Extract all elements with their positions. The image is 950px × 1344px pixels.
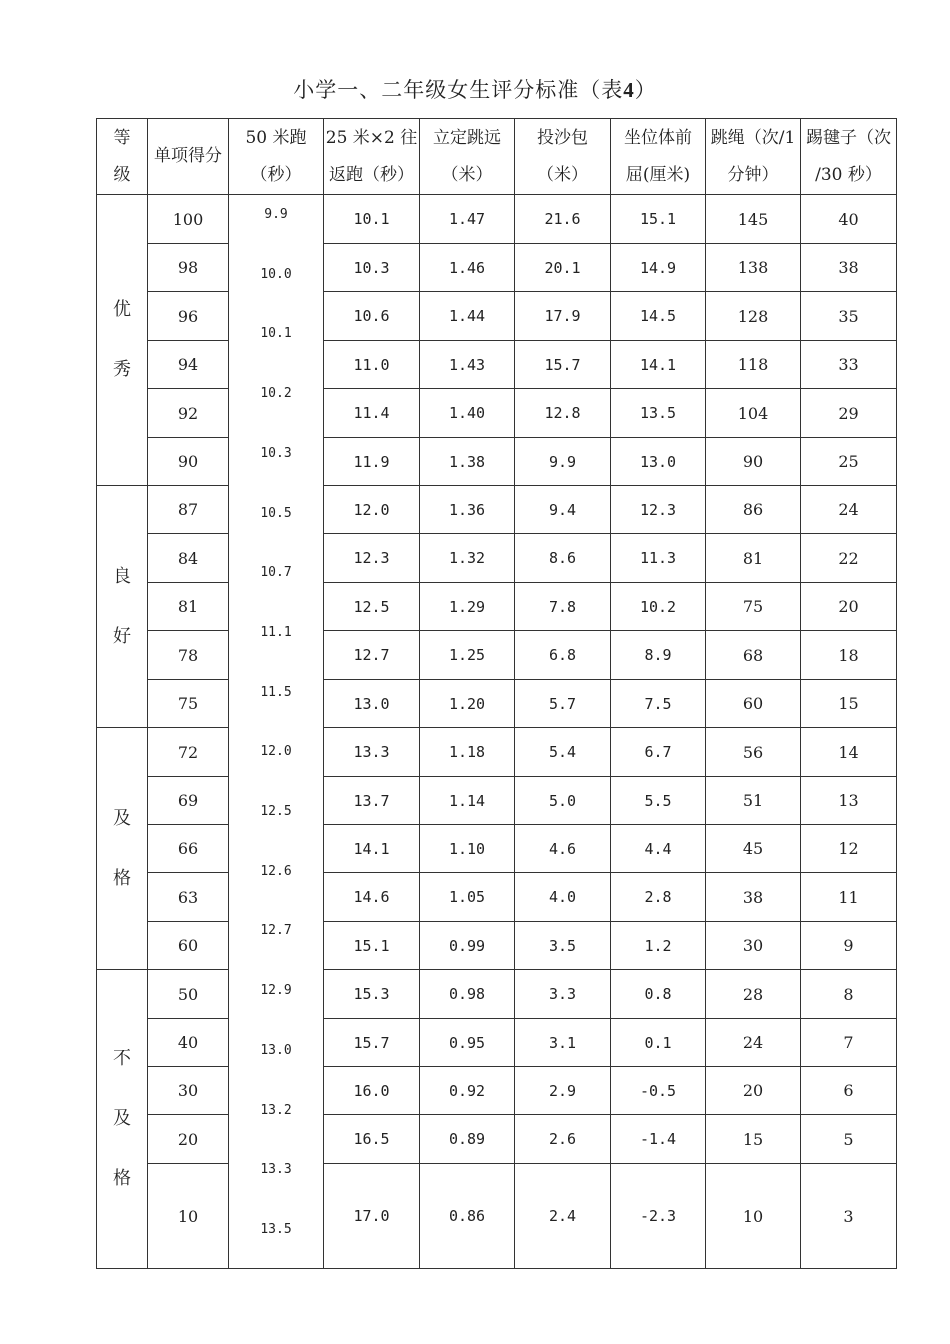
run50-value: 9.9 xyxy=(264,207,288,222)
value-cell: 1.14 xyxy=(420,777,515,825)
value-cell: 18 xyxy=(801,631,897,680)
run50-value: 10.1 xyxy=(260,326,292,342)
value-cell: 51 xyxy=(706,777,801,825)
value-cell: -1.4 xyxy=(611,1115,706,1164)
value-cell: 5.0 xyxy=(515,777,611,825)
value-cell: 8.9 xyxy=(611,631,706,680)
value-cell: 56 xyxy=(706,728,801,777)
run50-value: 13.3 xyxy=(260,1162,292,1178)
value-cell: 10.6 xyxy=(324,292,420,341)
run50-value: 12.5 xyxy=(260,804,292,819)
value-cell: 11.0 xyxy=(324,341,420,389)
value-cell: 15.1 xyxy=(611,195,706,244)
run50-column xyxy=(229,195,324,1269)
value-cell: 90 xyxy=(706,438,801,486)
score-cell: 90 xyxy=(148,438,229,486)
run50-value: 10.2 xyxy=(260,386,292,402)
value-cell: 1.10 xyxy=(420,825,515,873)
value-cell: 38 xyxy=(706,873,801,922)
value-cell: 40 xyxy=(801,195,897,244)
header-cell xyxy=(97,119,148,195)
value-cell: 24 xyxy=(801,486,897,534)
value-cell: 75 xyxy=(706,583,801,631)
score-cell: 40 xyxy=(148,1019,229,1067)
value-cell: 1.44 xyxy=(420,292,515,341)
value-cell: 9.9 xyxy=(515,438,611,486)
value-cell: 118 xyxy=(706,341,801,389)
run50-value: 10.0 xyxy=(260,266,292,282)
score-cell: 60 xyxy=(148,922,229,970)
header-label: 屈(厘米) xyxy=(625,164,691,185)
value-cell: 1.2 xyxy=(611,922,706,970)
value-cell: 4.6 xyxy=(515,825,611,873)
run50-value: 10.3 xyxy=(260,445,292,461)
value-cell: 1.40 xyxy=(420,389,515,438)
score-cell: 81 xyxy=(148,583,229,631)
header-label: （秒） xyxy=(250,164,302,185)
grade-label: 格 xyxy=(113,867,131,889)
score-cell: 78 xyxy=(148,631,229,680)
value-cell: 38 xyxy=(801,244,897,292)
header-label: /30 秒） xyxy=(815,164,882,185)
header-cell xyxy=(515,119,611,195)
value-cell: 6.7 xyxy=(611,728,706,777)
value-cell: 0.89 xyxy=(420,1115,515,1164)
value-cell: 5.5 xyxy=(611,777,706,825)
value-cell: 11.3 xyxy=(611,534,706,583)
score-cell: 87 xyxy=(148,486,229,534)
value-cell: 1.36 xyxy=(420,486,515,534)
value-cell: 14 xyxy=(801,728,897,777)
value-cell: 145 xyxy=(706,195,801,244)
header-label: 25 米×2 往 xyxy=(325,127,418,148)
grade-cell xyxy=(97,195,148,486)
value-cell: 20 xyxy=(706,1067,801,1115)
value-cell: 1.20 xyxy=(420,680,515,728)
value-cell: 1.18 xyxy=(420,728,515,777)
value-cell: 12.0 xyxy=(324,486,420,534)
value-cell: 13 xyxy=(801,777,897,825)
value-cell: 7 xyxy=(801,1019,897,1067)
value-cell: 7.8 xyxy=(515,583,611,631)
header-cell xyxy=(324,119,420,195)
value-cell: 60 xyxy=(706,680,801,728)
value-cell: 14.1 xyxy=(611,341,706,389)
score-cell: 100 xyxy=(148,195,229,244)
value-cell: 8.6 xyxy=(515,534,611,583)
header-cell xyxy=(706,119,801,195)
header-cell xyxy=(611,119,706,195)
value-cell: 68 xyxy=(706,631,801,680)
header-cell xyxy=(420,119,515,195)
value-cell: 45 xyxy=(706,825,801,873)
header-label: 跳绳（次/1 xyxy=(710,127,796,148)
value-cell: 13.3 xyxy=(324,728,420,777)
value-cell: 128 xyxy=(706,292,801,341)
value-cell: 20.1 xyxy=(515,244,611,292)
grade-label: 良 xyxy=(113,565,131,587)
header-cell xyxy=(148,119,229,195)
value-cell: 12.8 xyxy=(515,389,611,438)
value-cell: 17.0 xyxy=(324,1164,420,1269)
page-title: 小学一、二年级女生评分标准（表4） xyxy=(293,78,657,102)
value-cell: 7.5 xyxy=(611,680,706,728)
value-cell: 1.32 xyxy=(420,534,515,583)
value-cell: 29 xyxy=(801,389,897,438)
header-label: 分钟） xyxy=(727,164,779,185)
run50-value: 10.5 xyxy=(260,505,292,521)
score-cell: 92 xyxy=(148,389,229,438)
value-cell: 15 xyxy=(801,680,897,728)
value-cell: 5.4 xyxy=(515,728,611,777)
value-cell: 10.2 xyxy=(611,583,706,631)
score-cell: 98 xyxy=(148,244,229,292)
value-cell: 12.7 xyxy=(324,631,420,680)
value-cell: -2.3 xyxy=(611,1164,706,1269)
value-cell: 14.1 xyxy=(324,825,420,873)
value-cell: 25 xyxy=(801,438,897,486)
run50-value: 12.6 xyxy=(260,863,292,879)
value-cell: 0.99 xyxy=(420,922,515,970)
value-cell: 15.7 xyxy=(324,1019,420,1067)
value-cell: 13.5 xyxy=(611,389,706,438)
grade-label: 及 xyxy=(113,807,131,829)
grade-cell xyxy=(97,486,148,728)
value-cell: 104 xyxy=(706,389,801,438)
value-cell: 1.47 xyxy=(420,195,515,244)
value-cell: 21.6 xyxy=(515,195,611,244)
value-cell: 2.8 xyxy=(611,873,706,922)
value-cell: -0.5 xyxy=(611,1067,706,1115)
header-label: 等 xyxy=(113,127,131,148)
run50-value: 13.5 xyxy=(260,1221,292,1237)
run50-value: 10.7 xyxy=(260,565,292,581)
value-cell: 12.3 xyxy=(324,534,420,583)
value-cell: 12.3 xyxy=(611,486,706,534)
value-cell: 11.9 xyxy=(324,438,420,486)
value-cell: 3.5 xyxy=(515,922,611,970)
value-cell: 1.43 xyxy=(420,341,515,389)
value-cell: 12.5 xyxy=(324,583,420,631)
score-cell: 75 xyxy=(148,680,229,728)
grade-label: 及 xyxy=(113,1108,131,1129)
score-cell: 96 xyxy=(148,292,229,341)
score-cell: 20 xyxy=(148,1115,229,1164)
header-label: 返跑（秒） xyxy=(329,164,414,185)
grade-label: 格 xyxy=(113,1168,131,1189)
value-cell: 0.86 xyxy=(420,1164,515,1269)
score-cell: 69 xyxy=(148,777,229,825)
value-cell: 0.8 xyxy=(611,970,706,1019)
value-cell: 11.4 xyxy=(324,389,420,438)
value-cell: 0.98 xyxy=(420,970,515,1019)
run50-value: 11.1 xyxy=(260,624,292,640)
value-cell: 3 xyxy=(801,1164,897,1269)
value-cell: 4.0 xyxy=(515,873,611,922)
value-cell: 15.1 xyxy=(324,922,420,970)
run50-value: 11.5 xyxy=(260,684,292,700)
header-label: 踢毽子（次 xyxy=(806,127,891,148)
header-cell xyxy=(801,119,897,195)
value-cell: 0.92 xyxy=(420,1067,515,1115)
score-cell: 30 xyxy=(148,1067,229,1115)
value-cell: 138 xyxy=(706,244,801,292)
value-cell: 81 xyxy=(706,534,801,583)
grade-label: 不 xyxy=(113,1048,131,1069)
header-label: 立定跳远 xyxy=(433,127,501,148)
value-cell: 10.3 xyxy=(324,244,420,292)
value-cell: 9.4 xyxy=(515,486,611,534)
value-cell: 1.25 xyxy=(420,631,515,680)
run50-value: 12.7 xyxy=(260,923,292,939)
score-table xyxy=(96,118,897,1269)
value-cell: 3.3 xyxy=(515,970,611,1019)
grade-cell xyxy=(97,970,148,1269)
value-cell: 14.6 xyxy=(324,873,420,922)
value-cell: 12 xyxy=(801,825,897,873)
value-cell: 35 xyxy=(801,292,897,341)
run50-value: 13.2 xyxy=(260,1102,292,1118)
value-cell: 1.38 xyxy=(420,438,515,486)
value-cell: 17.9 xyxy=(515,292,611,341)
header-label: （米） xyxy=(537,164,588,185)
header-cell xyxy=(229,119,324,195)
value-cell: 15.7 xyxy=(515,341,611,389)
value-cell: 22 xyxy=(801,534,897,583)
value-cell: 10.1 xyxy=(324,195,420,244)
value-cell: 5 xyxy=(801,1115,897,1164)
value-cell: 16.0 xyxy=(324,1067,420,1115)
value-cell: 13.0 xyxy=(324,680,420,728)
grade-label: 秀 xyxy=(113,359,131,380)
score-cell: 94 xyxy=(148,341,229,389)
header-label: 级 xyxy=(113,164,131,185)
value-cell: 6.8 xyxy=(515,631,611,680)
value-cell: 15 xyxy=(706,1115,801,1164)
run50-value: 12.0 xyxy=(260,744,292,760)
score-cell: 10 xyxy=(148,1164,229,1269)
grade-label: 优 xyxy=(113,299,131,320)
score-cell: 84 xyxy=(148,534,229,583)
value-cell: 15.3 xyxy=(324,970,420,1019)
header-label: 单项得分 xyxy=(154,146,222,166)
value-cell: 33 xyxy=(801,341,897,389)
value-cell: 8 xyxy=(801,970,897,1019)
value-cell: 86 xyxy=(706,486,801,534)
header-label: 坐位体前 xyxy=(624,127,692,148)
value-cell: 30 xyxy=(706,922,801,970)
grade-label: 好 xyxy=(113,625,131,647)
value-cell: 9 xyxy=(801,922,897,970)
score-cell: 63 xyxy=(148,873,229,922)
value-cell: 28 xyxy=(706,970,801,1019)
value-cell: 11 xyxy=(801,873,897,922)
value-cell: 1.46 xyxy=(420,244,515,292)
header-label: 50 米跑 xyxy=(245,127,307,148)
value-cell: 0.1 xyxy=(611,1019,706,1067)
value-cell: 1.29 xyxy=(420,583,515,631)
value-cell: 16.5 xyxy=(324,1115,420,1164)
value-cell: 2.9 xyxy=(515,1067,611,1115)
value-cell: 4.4 xyxy=(611,825,706,873)
value-cell: 13.0 xyxy=(611,438,706,486)
header-label: 投沙包 xyxy=(537,127,588,148)
value-cell: 14.5 xyxy=(611,292,706,341)
run50-value: 13.0 xyxy=(260,1042,292,1058)
value-cell: 3.1 xyxy=(515,1019,611,1067)
value-cell: 0.95 xyxy=(420,1019,515,1067)
value-cell: 14.9 xyxy=(611,244,706,292)
value-cell: 5.7 xyxy=(515,680,611,728)
value-cell: 20 xyxy=(801,583,897,631)
score-cell: 50 xyxy=(148,970,229,1019)
run50-value: 12.9 xyxy=(260,983,292,999)
value-cell: 24 xyxy=(706,1019,801,1067)
value-cell: 6 xyxy=(801,1067,897,1115)
grade-cell xyxy=(97,728,148,970)
header-label: （米） xyxy=(441,164,493,185)
value-cell: 13.7 xyxy=(324,777,420,825)
value-cell: 2.4 xyxy=(515,1164,611,1269)
score-cell: 66 xyxy=(148,825,229,873)
score-cell: 72 xyxy=(148,728,229,777)
value-cell: 10 xyxy=(706,1164,801,1269)
value-cell: 1.05 xyxy=(420,873,515,922)
value-cell: 2.6 xyxy=(515,1115,611,1164)
